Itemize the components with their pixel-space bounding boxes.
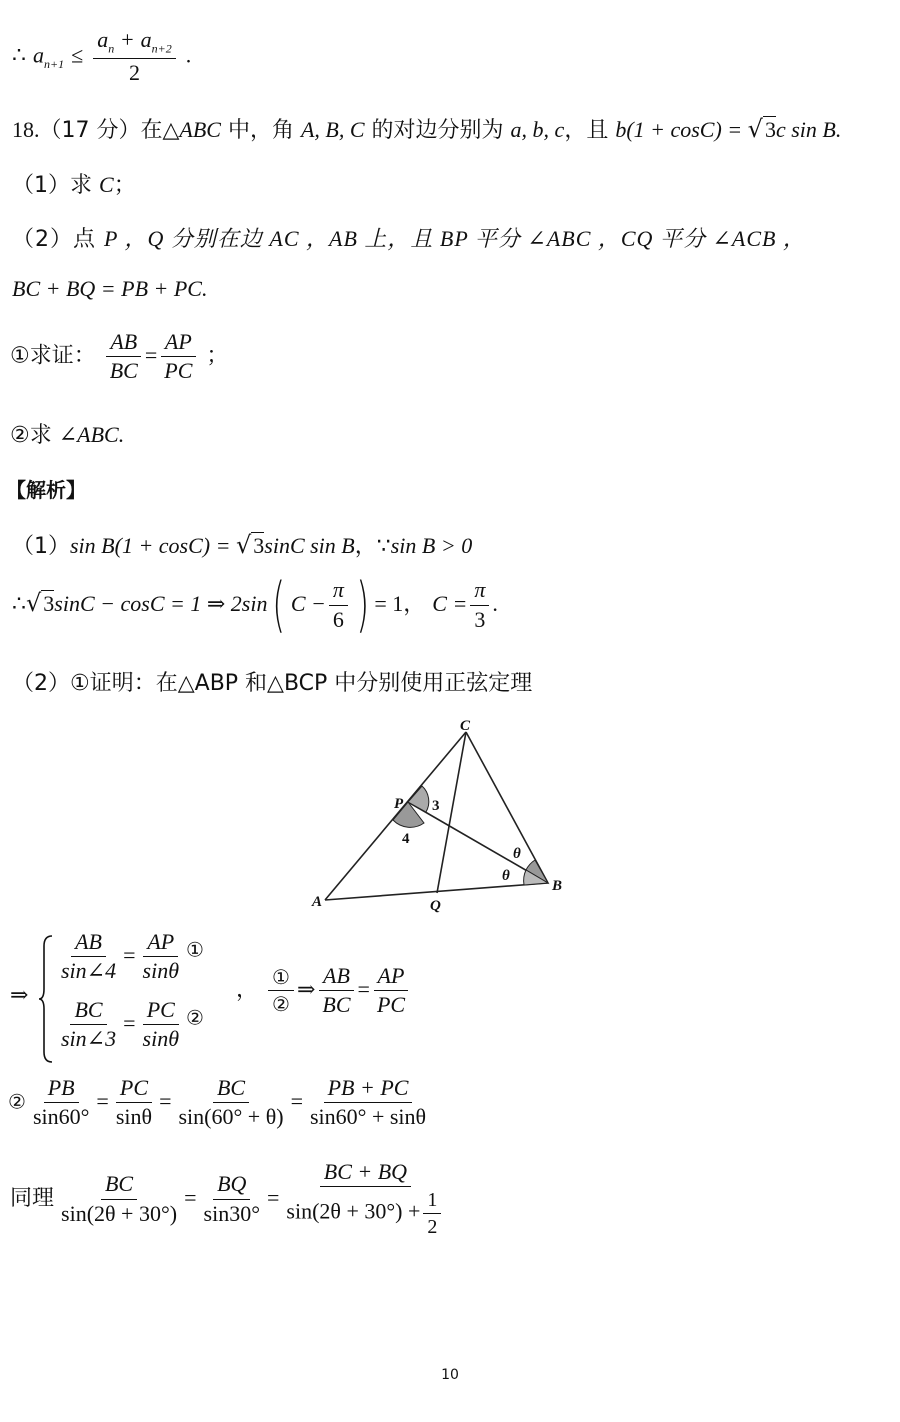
part1-label: （1）求 [12, 173, 99, 198]
sub1-label: ①求证： [10, 343, 96, 369]
equation-system [10, 928, 610, 1068]
ratio-num: ① [268, 966, 294, 991]
res-num-right: AP [374, 964, 409, 991]
s2-pi-2: π [470, 578, 489, 605]
label-P: P [394, 796, 404, 812]
sub1-num-left: AB [106, 330, 141, 357]
l3-f3 [282, 1160, 448, 1238]
s2-eq-end: = 1 [374, 591, 404, 616]
left-brace [38, 934, 54, 1064]
side-AC [325, 732, 466, 900]
r2-den-right: sinθ [142, 1026, 180, 1052]
s2-six: 6 [332, 606, 344, 632]
r1-num-left: AB [71, 930, 106, 957]
l3-f1-num: BC [101, 1172, 137, 1199]
solution-step3: （2）①证明：在△ABP 和△BCP 中分别使用正弦定理 [12, 671, 533, 696]
r1-den-left: sin∠4 [61, 958, 117, 984]
label-C: C [460, 718, 471, 734]
s1-sqrt: 3 [253, 533, 265, 558]
l2-f4-den: sin60° + sinθ [309, 1104, 427, 1130]
l2-f4-num: PB + PC [324, 1076, 413, 1103]
label-Q: Q [430, 898, 441, 914]
r1-tag: ① [186, 937, 204, 962]
sub2-label: ②求 [10, 423, 59, 448]
l3-f3-num: BC + BQ [320, 1160, 411, 1187]
half-num: 1 [423, 1189, 441, 1214]
label-theta-lower: θ [502, 868, 510, 884]
den-two: 2 [128, 59, 140, 85]
l3-f2-num: BQ [213, 1172, 250, 1199]
part1 [12, 168, 136, 199]
sine-law-chain: ② $\frac{PB}{\sin 60^\circ}$ = $\frac{PC}{\sin\theta}$ = $\frac{BC}{\sin(60^\circ + \theta)}$ = $\frac{PB + PC}{\sin 60^\circ + \sin\theta}$ [8, 1076, 433, 1129]
s2-end: . [492, 591, 498, 616]
l3-f3-den: sin(2θ + 30°) + [286, 1198, 421, 1224]
implies-symbol-2: ⇒ [296, 976, 316, 1002]
sub1-den-left: BC [109, 358, 138, 384]
num-a: a [97, 27, 109, 52]
sub1-num-right: AP [161, 330, 196, 357]
s2-therefore: ∴ [12, 591, 26, 616]
part2-equation: BC + BQ = PB + PC. [12, 276, 208, 301]
s2-c: C = [432, 591, 468, 616]
part1-end: ； [113, 173, 136, 198]
stem-mid2: 的对边分别为 [364, 118, 511, 143]
s2-inner: C − [290, 591, 326, 616]
part1-var: C [99, 172, 114, 197]
l2-f2-num: PC [116, 1076, 152, 1103]
stem-pre: 在△ [140, 118, 180, 143]
ratio-den: ② [272, 992, 290, 1017]
half-den: 2 [427, 1216, 438, 1239]
solution-step1: （1）sin B(1 + cosC) = √3sinC sin B，∵sin B > 0 [12, 531, 473, 559]
s2-pi: π [329, 578, 348, 605]
r2-num-left: BC [70, 998, 106, 1025]
stem-mid: 中，角 [220, 118, 301, 143]
lhs-var: a [33, 42, 44, 68]
stem-sqrt: 3 [764, 117, 776, 142]
s1-sep: ，∵ [354, 534, 391, 559]
l2-f1-num: PB [44, 1076, 79, 1103]
l2-f2-den: sinθ [115, 1104, 153, 1130]
top-inequality [12, 28, 191, 85]
part2-condition [12, 276, 207, 302]
s1-eq: sin B(1 + cosC) = [70, 533, 236, 558]
l3-f2-den: sin30° [203, 1200, 260, 1226]
res-num-left: AB [319, 964, 354, 991]
system-row-2: $\frac{BC}{\sin\angle 3}$ = $\frac{PC}{\sin\theta}$ ② [54, 998, 204, 1051]
label-B: B [552, 878, 563, 894]
stem-angles: A, B, C [300, 117, 365, 142]
solution-heading: 【解析】 [6, 478, 86, 502]
res-den-left: BC [322, 992, 351, 1018]
period: . [185, 42, 192, 68]
stem-equation-end: c sin B. [775, 117, 842, 142]
l2-f1-den: sin60° [32, 1104, 90, 1130]
implies-symbol: ⇒ [10, 982, 29, 1007]
sub1-end: ； [206, 343, 229, 369]
s2-sqrt: 3 [43, 591, 55, 616]
l3-f1-den: sin(2θ + 30°) [61, 1200, 178, 1226]
part2 [12, 222, 806, 253]
r2-num-right: PC [143, 998, 179, 1025]
stem-equation: b(1 + cosC) = [615, 117, 748, 142]
res-den-right: PC [376, 992, 406, 1018]
sub2-text: ∠ABC. [58, 422, 125, 447]
lhs-sub: n+1 [44, 56, 65, 71]
part2-label: （2）点 [12, 227, 104, 252]
num-a-sub: n [108, 41, 115, 56]
part2-text: P ，Q 分别在边 AC ，AB 上，且 BP 平分 ∠ABC ，CQ 平分 ∠ACB ， [104, 226, 806, 251]
r2-tag: ② [186, 1005, 204, 1030]
problem-stem: 18.（17 分）在△ABC 中，角 A, B, C 的对边分别为 a, b, c，且 b(1 + cosC) = √3c sin B. [12, 115, 842, 143]
label-angle-3: 3 [432, 798, 440, 814]
r1-den-right: sinθ [142, 958, 180, 984]
r1-num-right: AP [143, 930, 178, 957]
system-row-1: $\frac{AB}{\sin\angle 4}$ = $\frac{AP}{\sin\theta}$ ① [54, 930, 204, 983]
stem-mid3: ，且 [564, 118, 616, 143]
s2-sep: ， [403, 592, 426, 617]
stem-sides: a, b, c [510, 117, 565, 142]
s2-eq: sinC − cosC = 1 ⇒ 2sin [54, 591, 268, 616]
r2-den-left: sin∠3 [61, 1026, 117, 1052]
plus-symbol: + [121, 27, 134, 52]
s1-cond: sin B > 0 [390, 533, 473, 558]
s1-eq2: sinC sin B [264, 533, 355, 558]
sub1-den-right: PC [164, 358, 193, 384]
segment-CQ [437, 732, 466, 893]
label-angle-4: 4 [402, 831, 410, 847]
label-theta-upper: θ [513, 846, 521, 862]
num-b-sub: n+2 [151, 41, 172, 56]
line3-label: 同理 [10, 1186, 55, 1212]
analogous-chain: 同理 $\frac{BC}{\sin(2\theta + 30^\circ)}$ = $\frac{BQ}{\sin 30^\circ}$ = BC + BQ sin(2θ + 30°) + $\frac{1}{2}$ [10, 1160, 451, 1238]
line2-tag: ② [8, 1089, 26, 1114]
s2-three: 3 [474, 606, 486, 632]
page-number: 10 [441, 1367, 459, 1383]
problem-points: （17 分） [39, 118, 141, 143]
l2-f3-den: sin(60° + θ) [178, 1104, 284, 1130]
stem-triangle: ABC [179, 117, 221, 142]
leq-symbol: ≤ [71, 42, 84, 68]
system-result: ， $\frac{\text{①}}{\text{②}}$ ⇒ $\frac{AB}{BC}$ = $\frac{AP}{PC}$ [236, 964, 412, 1017]
subpart2 [10, 418, 124, 449]
therefore-symbol: ∴ [12, 42, 26, 68]
system-comma: ， [236, 977, 259, 1003]
l2-f3-num: BC [213, 1076, 249, 1103]
triangle-figure [300, 712, 580, 922]
num-b: a [140, 27, 152, 52]
sub1-eq: = [144, 342, 158, 368]
label-A: A [312, 894, 323, 910]
subpart1 [10, 330, 228, 383]
solution-step2: ∴√3sinC − cosC = 1 ⇒ 2sin( C − $\frac{\pi}{6}$ ) = 1， C = $\frac{\pi}{3}$ . [12, 570, 498, 640]
mean-fraction [93, 28, 176, 85]
problem-number: 18. [12, 117, 40, 142]
s1-label: （1） [12, 534, 70, 559]
